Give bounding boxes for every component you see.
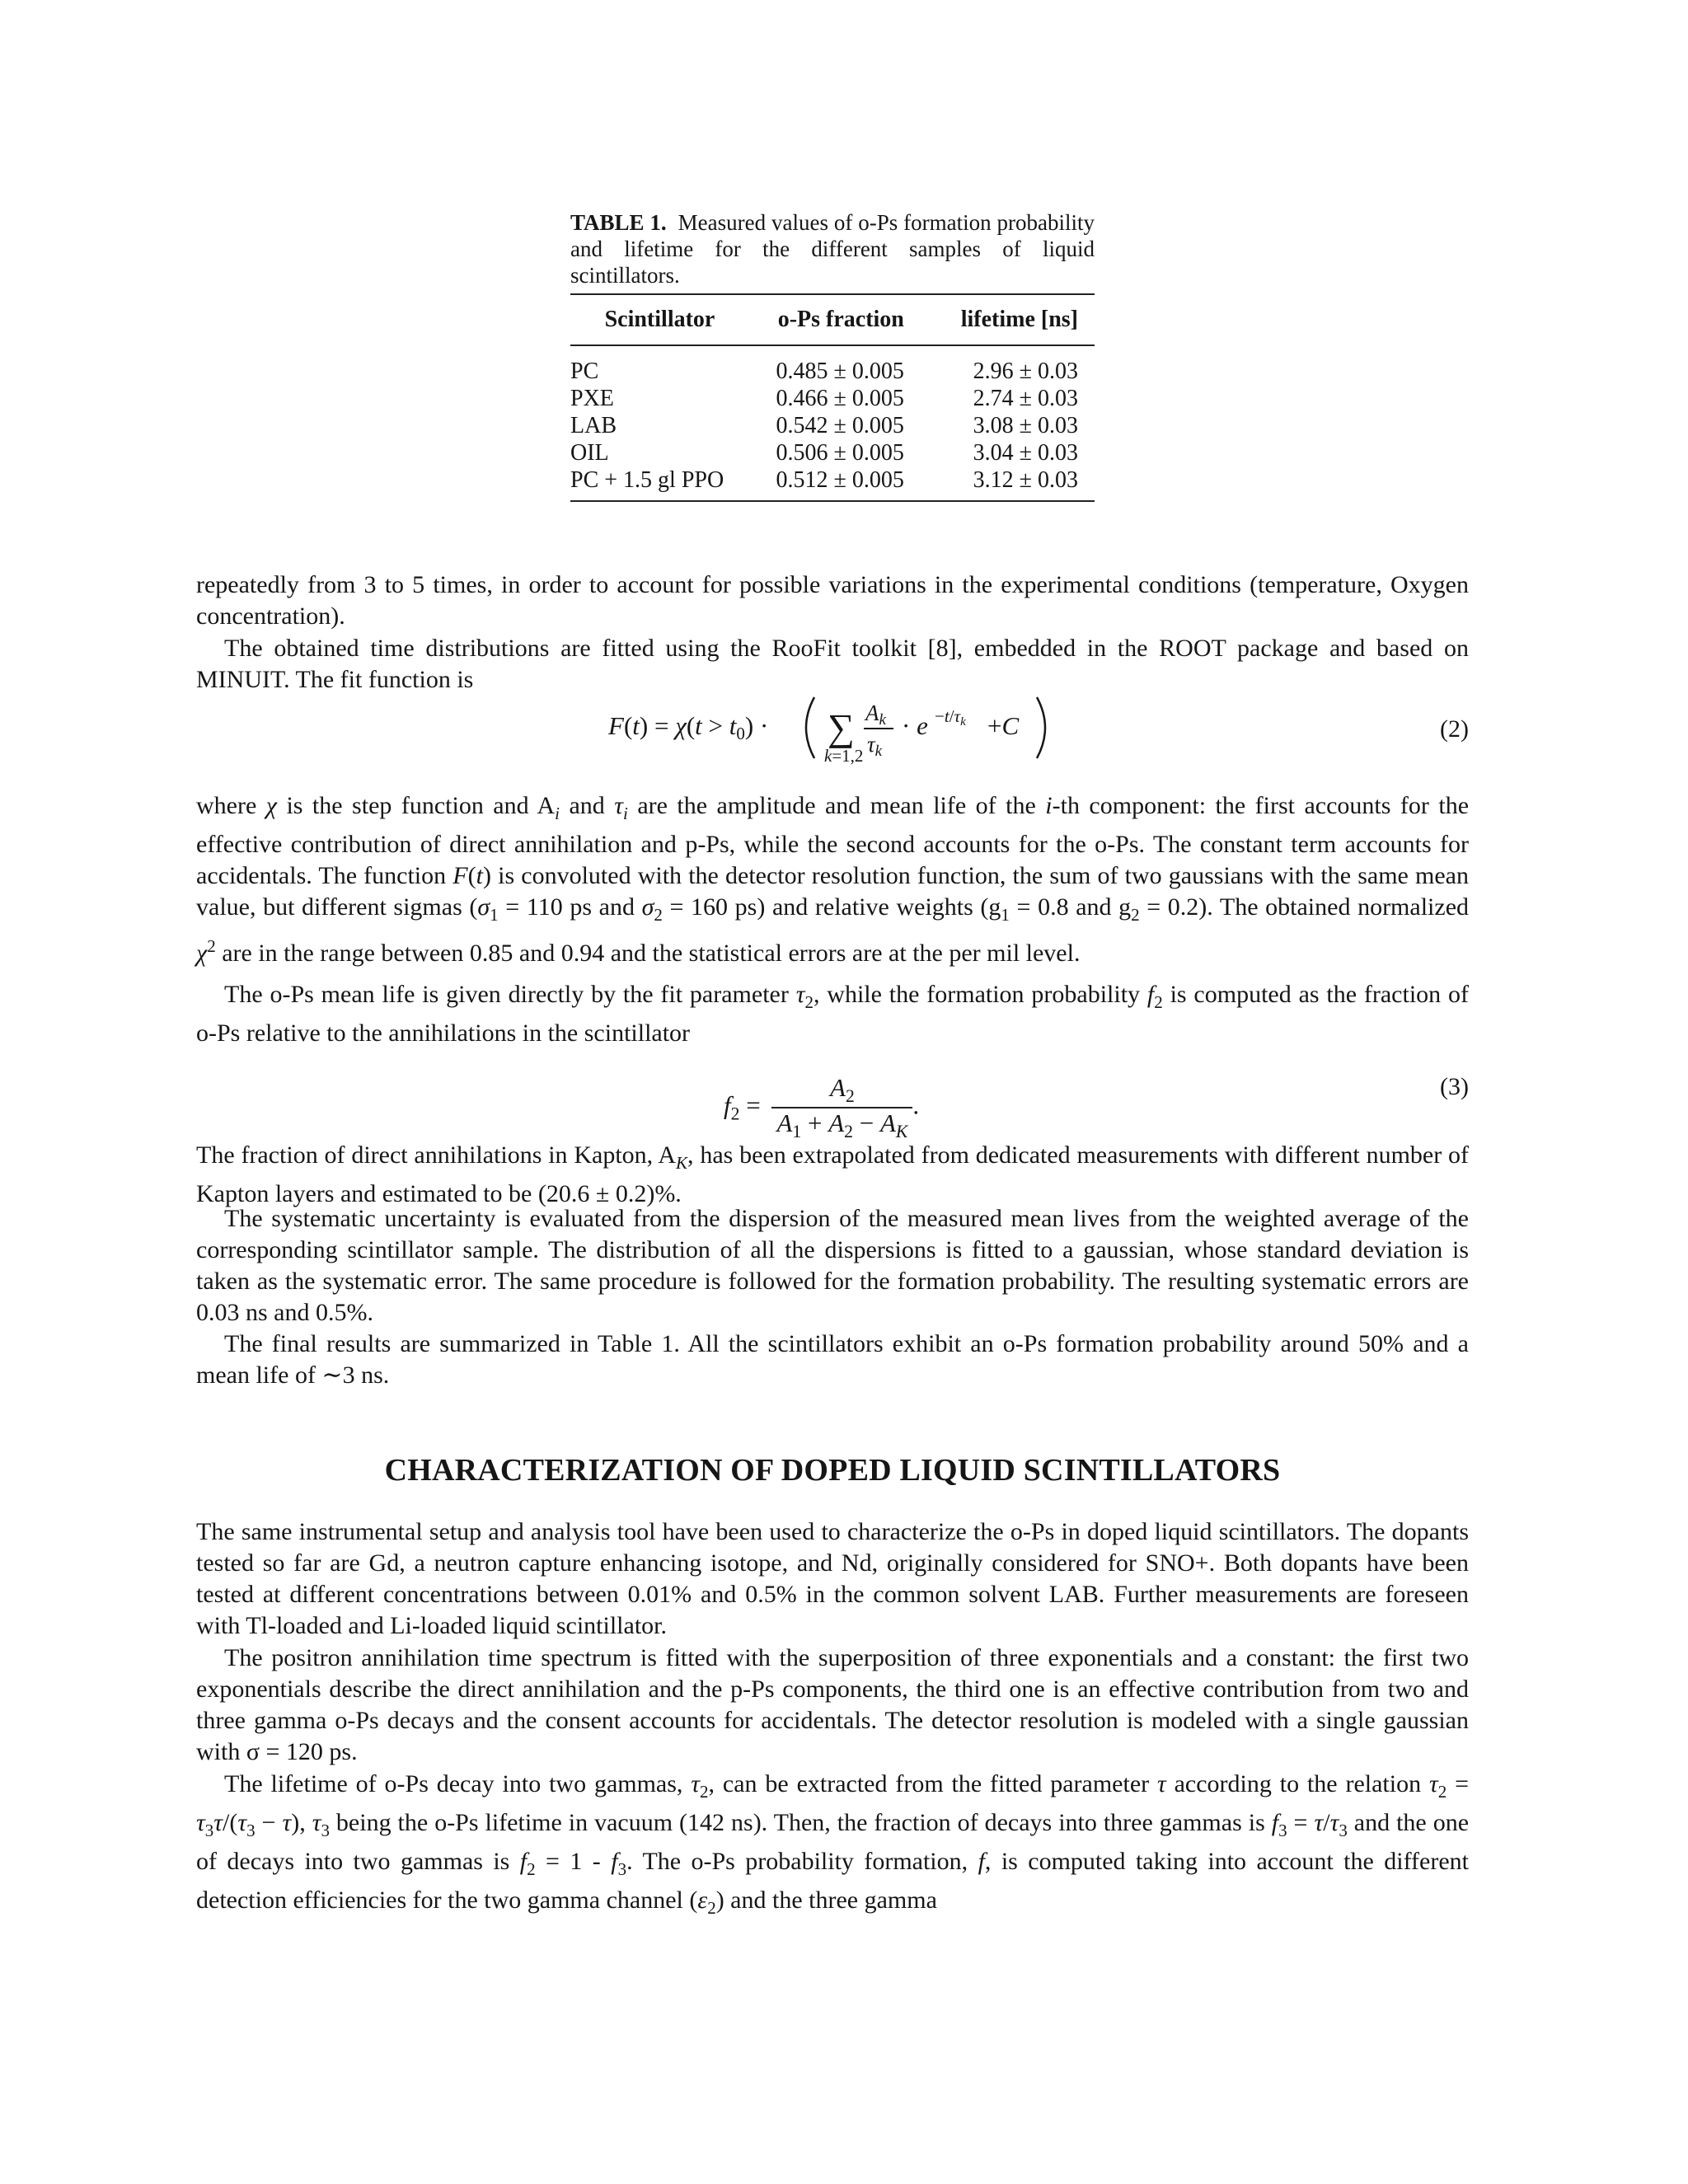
cell-ops-fraction: 0.512 ± 0.005 (749, 466, 939, 501)
svg-text:k=1,2: k=1,2 (824, 746, 864, 765)
equation-3-body (724, 1055, 1053, 1142)
cell-scintillator: PC (570, 359, 599, 384)
table-row (570, 412, 1095, 439)
cell-lifetime: 2.74 ± 0.03 (973, 386, 1078, 411)
paragraph-kapton (196, 1140, 1469, 1210)
formation-probability-formula: $f_2$ = $\frac{A_2}{A_1 + A_2 - A_K}$ . (724, 1073, 920, 1142)
cell-lifetime: 3.08 ± 0.03 (973, 413, 1078, 438)
column-header-lifetime: lifetime [ns] (939, 294, 1095, 345)
kapton-text-rest: , has been extrapolated from dedicated measurements with different number of Kapton layers and estimated to be (20.6 ± 0.2)%. (196, 1141, 1470, 1207)
section-heading: CHARACTERIZATION OF DOPED LIQUID SCINTILLATORS (384, 1453, 1281, 1488)
paragraph-systematics: The systematic uncertainty is evaluated from the dispersion of the measured mean lives from the weighted average of the corresponding scintillator sample. The distribution of all the dispersions is fitted to a gaussian, whose standard deviation is taken as the systematic error. The same procedure is followed for the formation probability. The resulting systematic errors are 0.03 ns and 0.5%. (196, 1205, 1469, 1326)
kapton-text: The fraction of direct annihilations in Kapton, A (196, 1141, 676, 1169)
svg-text:Ak: Ak (865, 701, 886, 729)
table-row (570, 345, 1095, 385)
column-header-scintillator: Scintillator (570, 294, 749, 345)
paragraph-lifetime-two-gammas: The lifetime of o-Ps decay into two gammas, $\tau_2$, can be extracted from the fitted parameter τ according to the relation $\tau_2 = \tau_3\tau/(\tau_3 - \tau)$, $\tau_3$ being the o-Ps lifetime in vacuum (142 ns). Then, the fraction of decays into three gammas is $f_3 = \tau/\tau_3$ and the one of decays into two gammas is $f_2 = 1 - f_3$. The o-Ps probability formation, f, is computed taking into account the different detection efficiencies for the two gamma channel $(\varepsilon_2)$ and the three gamma (196, 1770, 1470, 1918)
paragraph-doped-intro: The same instrumental setup and analysis tool have been used to characterize the o-Ps in doped liquid scintillators. The dopants tested so far are Gd, a neutron capture enhancing isotope, and Nd, originally considered for SNO+. Both dopants have been tested at different concentrations between 0.01% and 0.5% in the common solvent LAB. Further measurements are foreseen with Tl-loaded and Li-loaded liquid scintillator. (196, 1518, 1469, 1639)
svg-text:τk: τk (867, 732, 883, 760)
table-row (570, 439, 1095, 466)
results-table (570, 293, 1095, 502)
paragraph-repeated-measurements: repeatedly from 3 to 5 times, in order to account for possible variations in the experimental conditions (temperature, Oxygen concentration). (196, 571, 1469, 630)
paragraph-positron-spectrum: The positron annihilation time spectrum is fitted with the superposition of three exponentials and a constant: the first two exponentials describe the direct annihilation and the p-Ps components, the third one is an effective contribution from two and three gamma o-Ps decays and the consent accounts for accidentals. The detector resolution is modeled with a single gaussian with σ = 120 ps. (196, 1644, 1469, 1765)
paragraph-fit-intro: The obtained time distributions are fitted using the RooFit toolkit [8], embedded in the ROOT package and based on MINUIT. The fit function is (196, 635, 1469, 693)
svg-text:F(t) = χ(t > t0) ·: F(t) = χ(t > t0) · (608, 711, 769, 743)
svg-text:· e: · e (902, 711, 928, 740)
cell-scintillator: OIL (570, 440, 609, 466)
svg-text:∑: ∑ (828, 706, 855, 748)
table-row (570, 385, 1095, 412)
paragraph-final-results: The final results are summarized in Table 1. All the scintillators exhibit an o-Ps formation probability around 50% and a mean life of ∼3 ns. (196, 1330, 1469, 1389)
equation-2-body (608, 691, 1268, 765)
cell-lifetime: 3.04 ± 0.03 (973, 440, 1078, 466)
kapton-subscript: K (676, 1153, 688, 1173)
equation-3-number: (3) (1440, 1073, 1469, 1100)
cell-scintillator: PC + 1.5 gl PPO (570, 466, 749, 501)
column-header-ops-fraction: o-Ps fraction (749, 294, 939, 345)
svg-text:−t/τk: −t/τk (935, 706, 966, 729)
cell-ops-fraction: 0.485 ± 0.005 (776, 359, 904, 384)
table-header-row (570, 294, 1095, 345)
cell-lifetime: 2.96 ± 0.03 (973, 359, 1078, 384)
cell-scintillator: PXE (570, 386, 614, 411)
table-caption-text: Measured values of o-Ps formation probability and lifetime for the different samples of liquid scintillators. (570, 210, 1095, 288)
paragraph-fit-explanation: where χ is the step function and $A_i$ and $\tau_i$ are the amplitude and mean life of the i-th component: the first accounts for the effective contribution of direct annihilation and p-Ps, while the second accounts for the o-Ps. The constant term accounts for accidentals. The function F(t) is convoluted with the detector resolution function, the sum of two gaussians with the same mean value, but different sigmas ($\sigma_1 = 110$ ps and $\sigma_2 = 160$ ps) and relative weights ($g_1 = 0.8$ and $g_2 = 0.2$). The obtained normalized $\chi^2$ are in the range between 0.85 and 0.94 and the statistical errors are at the per mil level. (196, 792, 1470, 967)
cell-ops-fraction: 0.466 ± 0.005 (776, 386, 904, 411)
svg-text:+C: +C (987, 711, 1020, 740)
equation-2 (196, 691, 1469, 765)
cell-scintillator: LAB (570, 413, 617, 438)
table-row (570, 466, 1095, 501)
fit-function-formula (608, 691, 1268, 765)
equation-2-number: (2) (1440, 715, 1469, 743)
table-caption-label: TABLE 1. (570, 210, 667, 235)
paragraph-mean-life: The o-Ps mean life is given directly by the fit parameter $\tau_2$, while the formation probability $f_2$ is computed as the fraction of o-Ps relative to the annihilations in the scintillator (196, 981, 1469, 1047)
cell-ops-fraction: 0.542 ± 0.005 (776, 413, 904, 438)
table-caption (570, 209, 1095, 288)
equation-3 (196, 1055, 1469, 1142)
cell-ops-fraction: 0.506 ± 0.005 (776, 440, 904, 466)
cell-lifetime: 3.12 ± 0.03 (939, 466, 1095, 501)
